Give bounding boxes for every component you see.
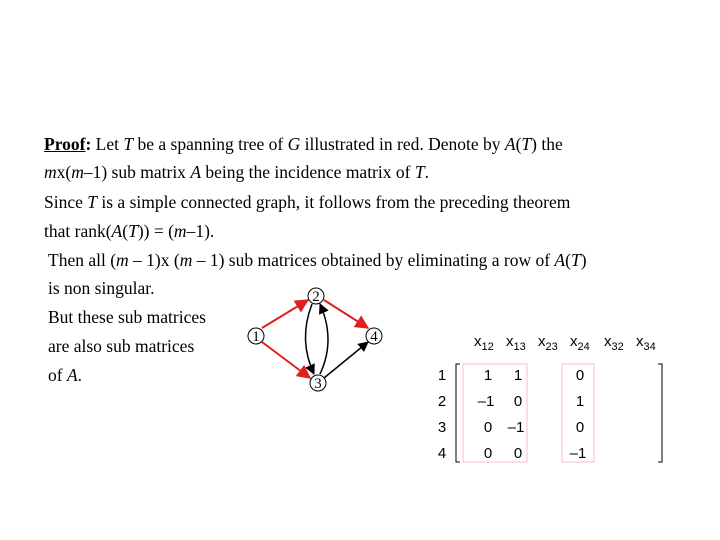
col-x32: $x_{32}$: [604, 333, 624, 353]
cell-2-1: –1: [477, 393, 495, 410]
svg-text:3: 3: [314, 376, 322, 392]
edge-3-4: [324, 342, 368, 378]
col-x34: $x_{34}$: [636, 333, 656, 353]
node-2: [308, 288, 324, 305]
right-bracket: [658, 364, 662, 462]
edge-2-4: [324, 300, 368, 328]
edge-2-3: [305, 304, 314, 374]
cell-2-2: 0: [513, 393, 523, 410]
cell-3-1: 0: [483, 419, 493, 436]
row-label-2: 2: [437, 393, 447, 410]
incidence-matrix: [430, 328, 670, 468]
proof-line-8: are also sub matrices: [48, 336, 195, 356]
proof-line-7: But these sub matrices: [48, 307, 206, 327]
proof-label: Proof: [44, 134, 86, 154]
col-x13: $x_{13}$: [506, 333, 526, 353]
cell-4-2: 0: [513, 445, 523, 462]
node-3: [310, 375, 326, 392]
proof-line-2: mx(m–1) sub matrix A being the incidence matrix of T.: [44, 162, 429, 182]
cell-4-1: 0: [483, 445, 493, 462]
svg-text:2: 2: [312, 289, 320, 305]
col-x12: $x_{12}$: [474, 333, 494, 353]
cell-3-2: –1: [507, 419, 525, 436]
matrix-cells: [478, 367, 587, 462]
node-4: [366, 328, 382, 345]
col-x23: $x_{23}$: [538, 333, 558, 353]
proof-line-9: of A.: [48, 365, 83, 385]
cell-2-3: 1: [575, 393, 585, 410]
spanning-tree-graph: [230, 280, 390, 400]
svg-text:1: 1: [252, 329, 260, 345]
svg-text:4: 4: [370, 329, 378, 345]
edge-1-3: [262, 342, 310, 378]
edge-1-2: [262, 300, 308, 328]
column-headers: [474, 333, 656, 353]
col-x24: $x_{24}$: [570, 333, 590, 353]
row-label-4: 4: [437, 445, 447, 462]
cell-3-3: 0: [575, 419, 585, 436]
proof-line-4: that rank(A(T)) = (m–1).: [44, 221, 215, 241]
cell-1-2: 1: [513, 367, 523, 384]
row-label-3: 3: [437, 419, 447, 436]
proof-line-1: Proof: Let T be a spanning tree of G illustrated in red. Denote by A(T) the: [44, 134, 563, 154]
node-1: [248, 328, 264, 345]
edge-3-2: [320, 304, 328, 374]
left-bracket: [456, 364, 460, 462]
proof-line-5: Then all (m – 1)x (m – 1) sub matrices obtained by eliminating a row of A(T): [48, 250, 587, 270]
proof-line-6: is non singular.: [48, 278, 155, 298]
proof-line-3: Since T is a simple connected graph, it follows from the preceding theorem: [44, 192, 571, 212]
cell-1-3: 0: [575, 367, 585, 384]
cell-1-1: 1: [483, 367, 493, 384]
row-label-1: 1: [437, 367, 447, 384]
cell-4-3: –1: [569, 445, 587, 462]
